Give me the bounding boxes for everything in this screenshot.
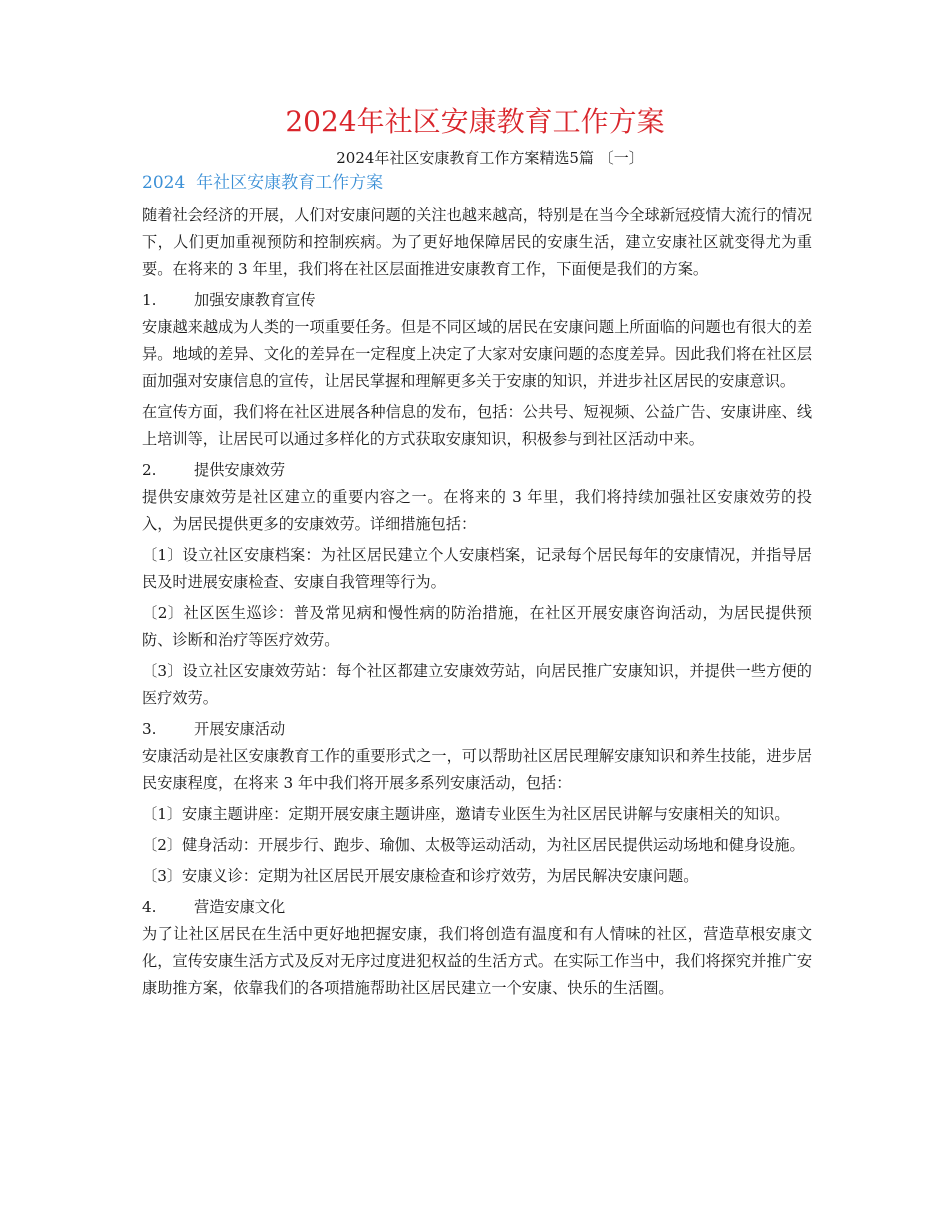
list-item: 〔2〕社区医生巡诊：普及常见病和慢性病的防治措施，在社区开展安康咨询活动，为居民提供预防、诊断和治疗等医疗效劳。	[142, 604, 812, 649]
document-title: 2024年社区安康教育工作方案	[285, 105, 665, 138]
section-3	[142, 716, 812, 890]
list-item: 〔3〕安康义诊：定期为社区居民开展安康检查和诊疗效劳，为居民解决安康问题。	[142, 867, 699, 885]
section-paragraph: 安康活动是社区安康教育工作的重要形式之一，可以帮助社区居民理解安康知识和养生技能，进步居民安康程度，在将来 3 年中我们将开展多系列安康活动，包括：	[142, 747, 812, 792]
section-title: 营造安康文化	[194, 898, 286, 916]
document-body	[142, 202, 812, 1006]
section-4	[142, 894, 812, 1002]
section-number: 2.	[142, 461, 157, 479]
list-item: 〔3〕设立社区安康效劳站：每个社区都建立安康效劳站，向居民推广安康知识，并提供一些方便的医疗效劳。	[142, 662, 812, 707]
section-title: 开展安康活动	[194, 720, 286, 738]
section-heading-3	[142, 716, 812, 743]
section-title: 加强安康教育宣传	[194, 291, 316, 309]
section-number: 3.	[142, 720, 157, 738]
section-number: 4.	[142, 898, 157, 916]
document-subtitle: 2024年社区安康教育工作方案精选5篇 〔一〕	[336, 149, 644, 167]
list-item: 〔2〕健身活动：开展步行、跑步、瑜伽、太极等运动活动，为社区居民提供运动场地和健身设施。	[142, 836, 805, 854]
section-2	[142, 457, 812, 712]
section-heading-1	[142, 287, 812, 314]
section-paragraph: 提供安康效劳是社区建立的重要内容之一。在将来的 3 年里，我们将持续加强社区安康效劳的投入，为居民提供更多的安康效劳。详细措施包括：	[142, 488, 812, 533]
section-paragraph: 为了让社区居民在生活中更好地把握安康，我们将创造有温度和有人情味的社区，营造草根安康文化，宣传安康生活方式及反对无序过度进犯权益的生活方式。在实际工作当中，我们将探究并推广安康助推方案，依靠我们的各项措施帮助社区居民建立一个安康、快乐的生活圈。	[142, 925, 812, 997]
section-paragraph: 安康越来越成为人类的一项重要任务。但是不同区域的居民在安康问题上所面临的问题也有很大的差异。地域的差异、文化的差异在一定程度上决定了大家对安康问题的态度差异。因此我们将在社区层面加强对安康信息的宣传，让居民掌握和理解更多关于安康的知识，并进步社区居民的安康意识。	[142, 318, 812, 390]
section-number: 1.	[142, 291, 157, 309]
list-item: 〔1〕设立社区安康档案：为社区居民建立个人安康档案，记录每个居民每年的安康情况，并指导居民及时进展安康检查、安康自我管理等行为。	[142, 546, 812, 591]
list-item: 〔1〕安康主题讲座：定期开展安康主题讲座，邀请专业医生为社区居民讲解与安康相关的知识。	[142, 805, 790, 823]
section-heading: 2024 年社区安康教育工作方案	[142, 173, 384, 193]
section-heading-4	[142, 894, 812, 921]
section-1	[142, 287, 812, 453]
section-title: 提供安康效劳	[194, 461, 286, 479]
intro-paragraph: 随着社会经济的开展，人们对安康问题的关注也越来越高，特别是在当今全球新冠疫情大流行的情况下，人们更加重视预防和控制疾病。为了更好地保障居民的安康生活，建立安康社区就变得尤为重要。在将来的 3 年里，我们将在社区层面推进安康教育工作，下面便是我们的方案。	[142, 206, 812, 278]
section-paragraph: 在宣传方面，我们将在社区进展各种信息的发布，包括：公共号、短视频、公益广告、安康讲座、线上培训等，让居民可以通过多样化的方式获取安康知识，积极参与到社区活动中来。	[142, 403, 812, 448]
section-heading-2	[142, 457, 812, 484]
